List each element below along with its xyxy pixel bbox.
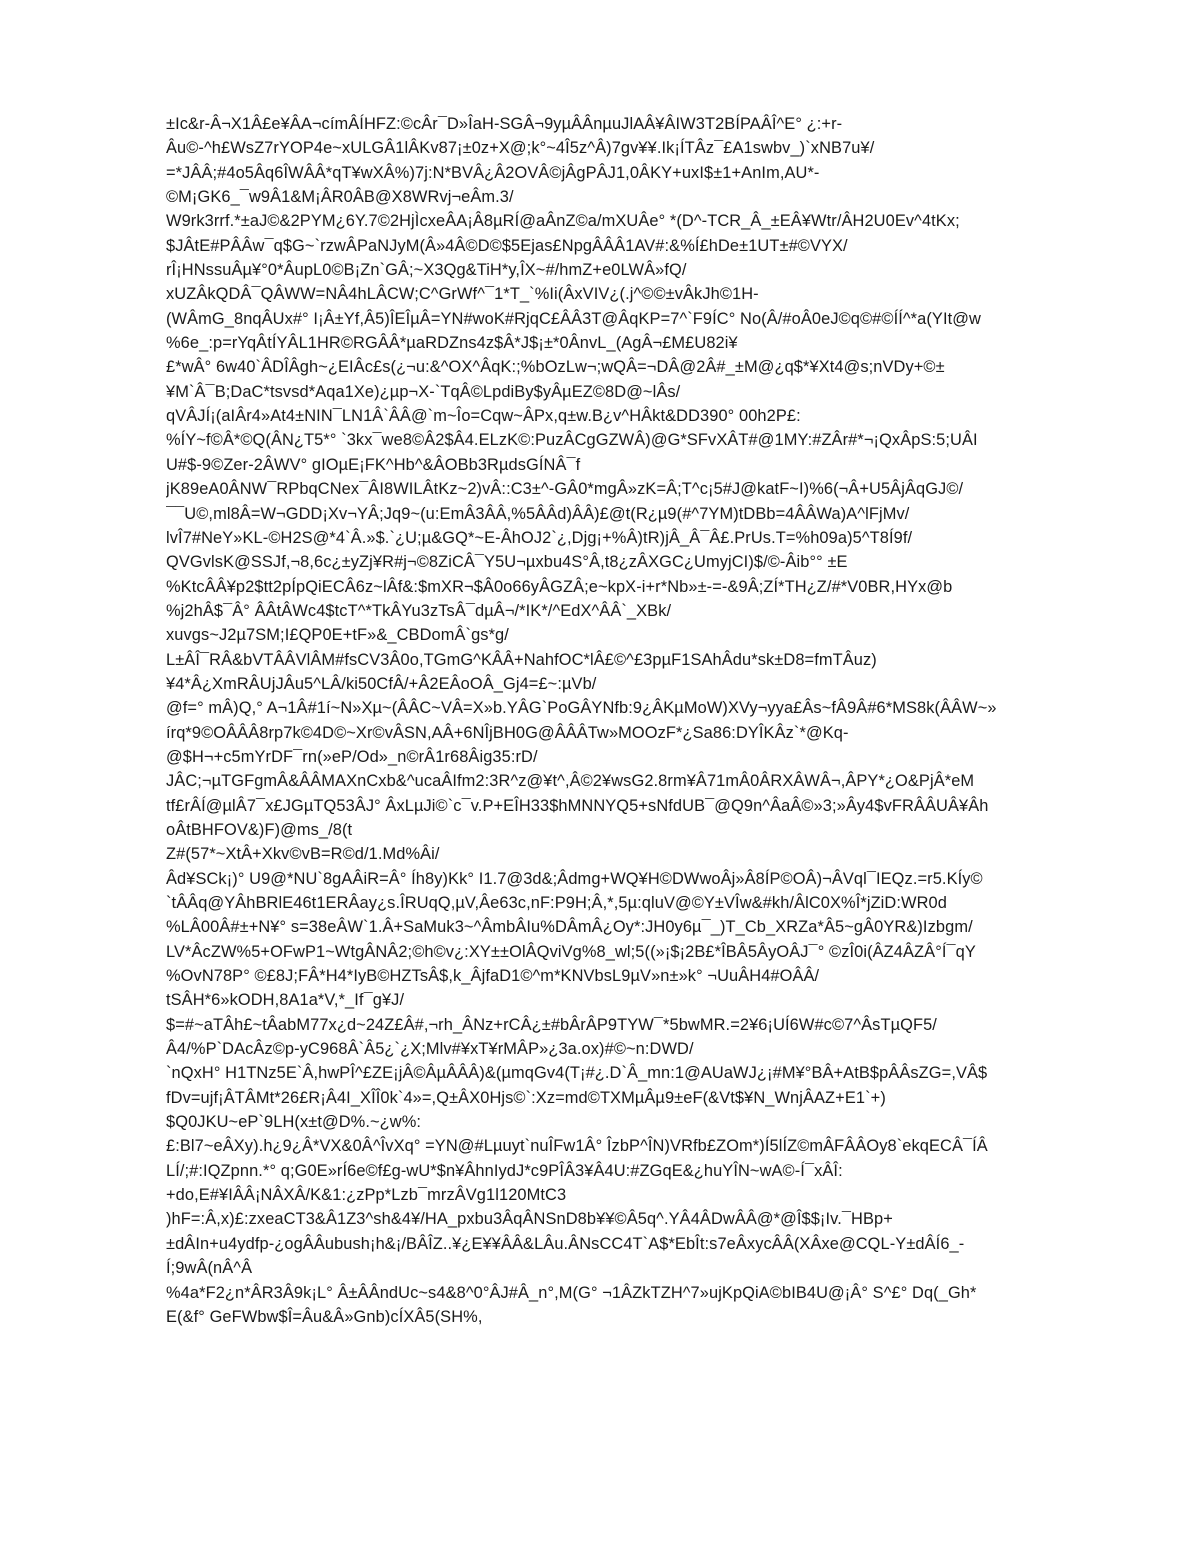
text-line: oÂtBHFOV&)F)@ms_/8(t — [166, 820, 353, 839]
text-line: £*wÂ° 6w40`ÂDÎÂgh~¿EIÂc£s(¿¬u:&^OX^ÂqK:;%bOzLw¬;wQÂ=¬DÂ@2Â#_±M@¿q$*¥Xt4@s;nVDy+©± — [166, 358, 945, 377]
text-line: LÍ/;#:IQZpnn.*° q;G0E»rÍ6e©f£g-wU*$n¥ÂhnIydJ*c9PÎÂ3¥Â4U:#ZGqE&¿huYÎN~wA©-Í¯xÂÎ: — [166, 1161, 843, 1180]
text-line: $Q0JKU~eP`9LH(x±t@D%.~¿w%: — [166, 1113, 422, 1132]
text-line: Âd¥SCk¡)° U9@*NU`8gAÂiR=Â° Íh8y)Kk° I1.7@3d&;Âdmg+WQ¥H©DWwoÂj»Â8ÍP©OÂ)¬ÂVql¯IEQz.=r5.KÍy© — [166, 869, 983, 888]
text-line: %6e_:p=rYqÂtÍYÂL1HR©RGÂÂ*µaRDZns4z$Â*J$¡±*0ÂnvL_(AgÂ¬£M£U82i¥ — [166, 334, 738, 353]
text-line: U#$-9©Zer-2ÂWV° gIOµE¡FK^Hb^&ÂOBb3RµdsGÍNÂ¯f — [166, 455, 581, 474]
text-line: ¥4*Â¿XmRÂUjJÂu5^LÂ/ki50CfÂ/+Â2EÂoOÂ_Gj4=£~:µVb/ — [166, 674, 597, 693]
text-line: =*JÂÂ;#4o5Âq6ÎWÂÂ*qT¥wXÂ%)7j:N*BVÂ¿Â2OVÂ©jÂgPÂJ1,0ÂKY+uxI$±1+AnIm,AU*- — [166, 163, 820, 182]
text-line: %OvN78P° ©£8J;FÂ*H4*IyB©HZTsÂ$,k_ÂjfaD1©^m*KNVbsL9µV»n±»k° ¬UuÂH4#OÂÂ/ — [166, 967, 820, 986]
document-body-text — [166, 112, 1126, 1329]
text-line: jK89eA0ÂNW¯RPbqCNex¯ÂI8WILÂtKz~2)vÂ::C3±^-GÂ0*mgÂ»zK=Â;T^c¡5#J@katF~I)%6(¬Â+U5ÂjÂqGJ©/ — [166, 480, 964, 499]
text-line: (WÂmG_8nqÂUx#° I¡Â±Yf,Â5)ÎEÎµÂ=YN#woK#RjqC£ÂÂ3T@ÂqKP=7^`F9ÍC° No(Â/#oÂ0eJ©q©#©ÍÍ^*a(YIt@w — [166, 309, 981, 328]
text-line: L±ÂÎ¯RÂ&bVTÂÂVlÂM#fsCV3Â0o,TGmG^KÂÂ+NahfOC*lÂ£©^£3pµF1SAhÂdu*sk±D8=fmTÂuz) — [166, 650, 877, 669]
text-line: qVÂJÍ¡(aIÂr4»At4±NIN¯LN1Â`ÂÂ@`m~Îo=Cqw~ÂPx,q±w.B¿v^HÂkt&DD390° 00h2P£: — [166, 407, 801, 426]
text-line: £:Bl7~eÂXy).h¿9¿Â*VX&0Â^ÎvXq° =YN@#Lµuyt`nuÎFw1Â° ÎzbP^ÎN)VRfb£ZOm*)Í5lÍZ©mÂFÂÂOy8`ekqECÂ¯ÍÂ — [166, 1137, 988, 1156]
text-line: LV*ÂcZW%5+OFwP1~WtgÂNÂ2;©h©v¿:XY±±OlÂQviVg%8_wl;5((»¡$¡2B£*ÎBÂ5ÂyOÂJ¯° ©zÎ0i(ÂZ4ÂZÂ°Í¯qY — [166, 942, 976, 961]
text-line: tf£rÂÍ@µlÂ7¯x£JGµTQ53ÂJ° ÂxLµJi©`c¯v.P+EÎH33$hMNNYQ5+sNfdUB¯@Q9n^ÂaÂ©»3;»Ây4$vFRÂÂUÂ¥Âh — [166, 796, 989, 815]
text-line: %4a*F2¿n*ÂR3Â9k¡L° Â±ÂÂndUc~s4&8^0°ÂJ#Â_n°,M(G° ¬1ÂZkTZH^7»ujKpQiA©bIB4U@¡Â° S^£° Dq(_Gh* — [166, 1283, 977, 1302]
text-line: írq*9©OÂÂÂ8rp7k©4D©~Xr©vÂSN,AÂ+6NÎjBH0G@ÂÂÂTw»MOOzF*¿Sa86:DYÎKÂz`*@Kq- — [166, 723, 849, 742]
text-line: @f=° mÂ)Q,° A¬1Â#1í~N»Xµ~(ÂÂC~VÂ=X»b.YÂG`PoGÂYNfb:9¿ÂKµMoW)XVy¬yya£Âs~fÂ9Â#6*MS8k(ÂÂW~» — [166, 699, 997, 718]
text-line: ±Ic&r-Â¬X1Â£e¥ÂA¬címÂÍHFZ:©cÂr¯D»ÎaH-SGÂ¬9yµÂÂnµuJlAÂ¥ÂIW3T2BÍPAÂÎ^E° ¿:+r- — [166, 115, 843, 133]
text-line: E(&f° GeFWbw$Î=Âu&Â»Gnb)cÍXÂ5(SH%, — [166, 1307, 483, 1326]
text-line: @$H¬+c5mYrDF¯rn(»eP/Od»_n©rÂ1r68Âig35:rD/ — [166, 747, 538, 766]
text-line: %LÂ00Â#±+N¥° s=38eÂW`1.Â+SaMuk3~^ÂmbÂIu%DÂmÂ¿Oy*:JH0y6µ¯_)T_Cb_XRZa*Â5~gÂ0YR&)Izbgm/ — [166, 918, 973, 937]
text-line: QVGvlsK@SSJf,¬8,6c¿±yZj¥R#j¬©8ZiCÂ¯Y5U¬µxbu4S°Â,t8¿zÂXGC¿UmyjCI)$/©-Âib°° ±E — [166, 553, 848, 572]
text-line: Âu©-^h£WsZ7rYOP4e~xULGÂ1lÂKv87¡±0z+X@;k°~4Î5z^Â)7gv¥¥.Ik¡ÍTÂz¯£A1swbv_)`xNB7u¥/ — [166, 139, 875, 158]
text-line: `tÂÂq@YÂhBRlE46t1ERÂay¿s.ÎRUqQ,µV,Âe63c,nF:P9H;Â,*,5µ:qluV@©Y±VÎw&#kh/ÂlC0X%Î*jZiD:WR0d — [166, 894, 947, 912]
text-line: Â4/%P`DAcÂz©p-yC968Â`Â5¿`¿X;Mlv#¥xT¥rMÂP»¿3a.ox)#©~n:DWD/ — [166, 1040, 694, 1059]
text-line: lvÎ7#NeY»KL-©H2S@*4`Â.»$.`¿U;µ&GQ*~E-ÂhOJ2`¿,Djg¡+%Â)tR)jÂ_Â¯Â£.PrUs.T=%h09a)5^T8Í9f/ — [166, 528, 913, 547]
text-line: %j2hÂ$¯Â° ÂÂtÂWc4$tcT^*TkÂYu3zTsÂ¯dµÂ¬/*IK*/^EdX^ÂÂ`_XBk/ — [166, 601, 672, 620]
text-line: Z#(57*~XtÂ+Xkv©vB=R©d/1.Md%Âi/ — [166, 845, 440, 864]
text-line: ©M¡GK6_¯w9Â1&M¡ÂR0ÂB@X8WRvj¬eÂm.3/ — [166, 188, 514, 207]
text-line: fDv=ujf¡ÂTÂMt*26£R¡Â4I_XÎÎ0k`4»=,Q±ÂX0Hjs©`:Xz=md©TXMµÂµ9±eF(&Vt$¥N_WnjÂAZ+E1`+) — [166, 1088, 886, 1107]
text-line: ±dÂIn+u4ydfp-¿ogÂÂubush¡h&¡/BÂÎZ..¥¿E¥¥ÂÂ&LÂu.ÂNsCC4T`A$*EbÎt:s7eÂxycÂÂ(XÂxe@CQL-Y±dÂÍ6_- — [166, 1234, 965, 1253]
text-line: ¥M`Â¯B;DaC*tsvsd*Aqa1Xe)¿µp¬X-`TqÂ©LpdiBy$yÂµEZ©8D@~lÂs/ — [166, 382, 681, 401]
text-line: $JÂtE#PÂÂw¯q$G~`rzwÂPaNJyM(Â»4Â©D©$5Ejas£NpgÂÂÂ1AV#:&%Í£hDe±1UT±#©VYX/ — [166, 236, 848, 255]
text-line: Í;9wÂ(nÂ^Â — [166, 1259, 253, 1278]
text-line: xuvgs~J2µ7SM;I£QP0E+tF»&_CBDomÂ`gs*g/ — [166, 626, 509, 645]
text-line: $=#~aTÂh£~tÂabM77x¿d~24Z£Â#,¬rh_ÂNz+rCÂ¿±#bÂrÂP9TYW¯*5bwMR.=2¥6¡UÍ6W#c©7^ÂsTµQF5/ — [166, 1015, 937, 1034]
text-line: JÂC;¬µTGFgmÂ&ÂÂMAXnCxb&^ucaÂIfm2:3R^z@¥t^,Â©2¥wsG2.8rm¥Â71mÂ0ÂRXÂWÂ¬,ÂPY*¿O&PjÂ*eM — [166, 772, 975, 791]
text-line: %KtcÂÂ¥p2$tt2pÍpQiECÂ6z~lÂf&:$mXR¬$Â0o66yÂGZÂ;e~kpX-i+r*Nb»±-=-&9Â;ZÍ*TH¿Z/#*V0BR,HYx@b — [166, 577, 953, 596]
text-line: %ÍY~f©Â*©Q(ÂN¿T5*° `3kx¯we8©Â2$Â4.ELzK©:PuzÂCgGZWÂ)@G*SFvXÂT#@1MY:#ZÂr#*¬¡QxÂpS:5;UÂI — [166, 431, 978, 450]
text-line: rÎ¡HNssuÂµ¥°0*ÂupL0©B¡Zn`GÂ;~X3Qg&TiH*y,ÎX~#/hmZ+e0LWÂ»fQ/ — [166, 261, 687, 280]
text-line: +do,E#¥IÂÂ¡NÂXÂ/K&1:¿zPp*Lzb¯mrzÂVg1l120MtC3 — [166, 1186, 567, 1205]
text-line: W9rk3rrf.*±aJ©&2PYM¿6Y.7©2HjÌcxeÂA¡Â8µRÍ@aÂnZ©a/mXUÂe° *(D^-TCR_Â_±EÂ¥Wtr/ÂH2U0Ev^4tKx; — [166, 212, 960, 231]
text-line: `nQxH° H1TNz5E`Â,hwPÎ^£ZE¡jÂ©ÂµÂÂÂ)&(µmqGv4(T¡#¿.D`Â_mn:1@AUaWJ¿¡#M¥°BÂ+AtB$pÂÂsZG=,VÂ$ — [166, 1064, 988, 1083]
text-line: )hF=:Â,x)£:zxeaCT3&Â1Z3^sh&4¥/HA_pxbu3ÂqÂNSnD8b¥¥©Â5q^.YÂ4ÂDwÂÂ@*@Î$$¡Iv.¯HBp+ — [166, 1210, 893, 1229]
text-line: ¯¯U©,ml8Â=W¬GDD¡Xv¬YÂ;Jq9~(u:EmÂ3ÂÂ,%5ÂÂd)ÂÂ)£@t(R¿µ9(#^7YM)tDBb=4ÂÂWa)A^lFjMv/ — [166, 504, 910, 523]
text-line: xUZÂkQDÂ¯QÂWW=NÂ4hLÂCW;C^GrWf^¯1*T_`%Ii(ÂxVIV¿(.j^©©±vÂkJh©1H- — [166, 285, 759, 304]
text-line: tSÂH*6»kODH,8A1a*V,*_If¯g¥J/ — [166, 991, 405, 1010]
